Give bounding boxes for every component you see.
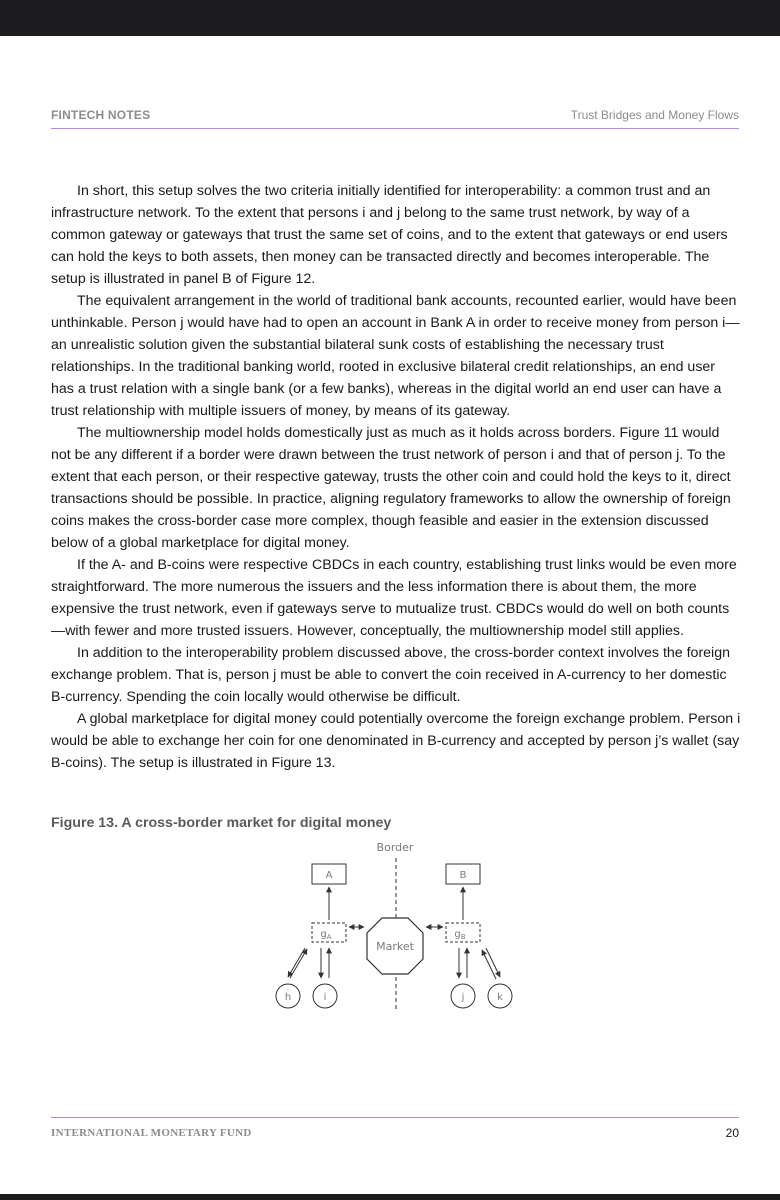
paragraph: If the A- and B-coins were respective CBDCs in each country, establishing trust links would be even more straightforward. The more numerous the issuers and the less information there is about them, the more expensive the trust network, even if gateways serve to mutualize trust. CBDCs would do well on both counts—with fewer and more trusted issuers. However, conceptually, the multiownership model still applies. <box>51 557 737 639</box>
figure-13-diagram <box>260 836 540 1020</box>
gateway-b-label: $g_B$ <box>454 929 466 941</box>
diagram-canvas <box>260 836 540 1020</box>
paragraph: The multiownership model holds domestically just as much as it holds across borders. Figure 11 would not be any different if a border were drawn between the trust network of person i and that of person j. To the extent that each person, or their respective gateway, trusts the other coin and could hold the keys to it, direct transactions should be possible. In practice, aligning regulatory frameworks to allow the ownership of foreign coins makes the cross-border case more complex, though feasible and easier in the extension discussed below of a global marketplace for digital money. <box>51 425 731 551</box>
gateway-a-label: $g_A$ <box>320 929 332 941</box>
footer-divider <box>51 1117 739 1118</box>
person-j-label: j <box>461 992 465 1003</box>
person-i-label: i <box>323 992 327 1003</box>
person-k-label: k <box>497 992 503 1003</box>
arrow-h-to-gateway-a <box>290 949 307 978</box>
border-label: Border <box>376 841 414 854</box>
paragraph: In short, this setup solves the two criteria initially identified for interoperability: a common trust and an infrastructure network. To the extent that persons i and j belong to the same trust network, by way of a common gateway or gateways that trust the same set of coins, and to the extent that gateways or end users can hold the keys to both assets, then money can be transacted directly and becomes interoperable. The setup is illustrated in panel B of Figure 12. <box>51 183 728 287</box>
market-label: Market <box>376 940 414 953</box>
bottom-bar <box>0 1194 780 1200</box>
header-divider <box>51 128 739 129</box>
person-h-label: h <box>284 992 292 1003</box>
body-text <box>51 180 741 774</box>
figure-title: Figure 13. A cross-border market for digital money <box>51 815 392 831</box>
running-header-right: Trust Bridges and Money Flows <box>570 108 739 122</box>
footer-publisher: INTERNATIONAL MONETARY FUND <box>51 1127 252 1139</box>
running-header-left: FINTECH NOTES <box>51 108 151 122</box>
top-bar <box>0 0 780 36</box>
issuer-a-label: A <box>325 870 333 881</box>
issuer-b-label: B <box>459 870 467 881</box>
page-number: 20 <box>725 1126 739 1140</box>
paragraph: A global marketplace for digital money could potentially overcome the foreign exchange problem. Person i would be able to exchange her coin for one denominated in B-currency and accepted by person j’s wallet (say B-coins). The setup is illustrated in Figure 13. <box>51 711 741 771</box>
paragraph: In addition to the interoperability problem discussed above, the cross-border context involves the foreign exchange problem. That is, person j must be able to convert the coin received in A-currency to her domestic B-currency. Spending the coin locally would otherwise be difficult. <box>51 645 730 705</box>
arrow-gateway-a-to-h <box>288 948 305 977</box>
paragraph: The equivalent arrangement in the world of traditional bank accounts, recounted earlier, would have been unthinkable. Person j would have had to open an account in Bank A in order to receive money from person i—an unrealistic solution given the substantial bilateral sunk costs of establishing the necessary trust relationships. In the traditional banking world, rooted in exclusive bilateral credit relationships, an end user has a trust relation with a single bank (or a few banks), whereas in the digital world an end user can have a trust relationship with multiple issuers of money, by means of its gateway. <box>51 293 740 419</box>
